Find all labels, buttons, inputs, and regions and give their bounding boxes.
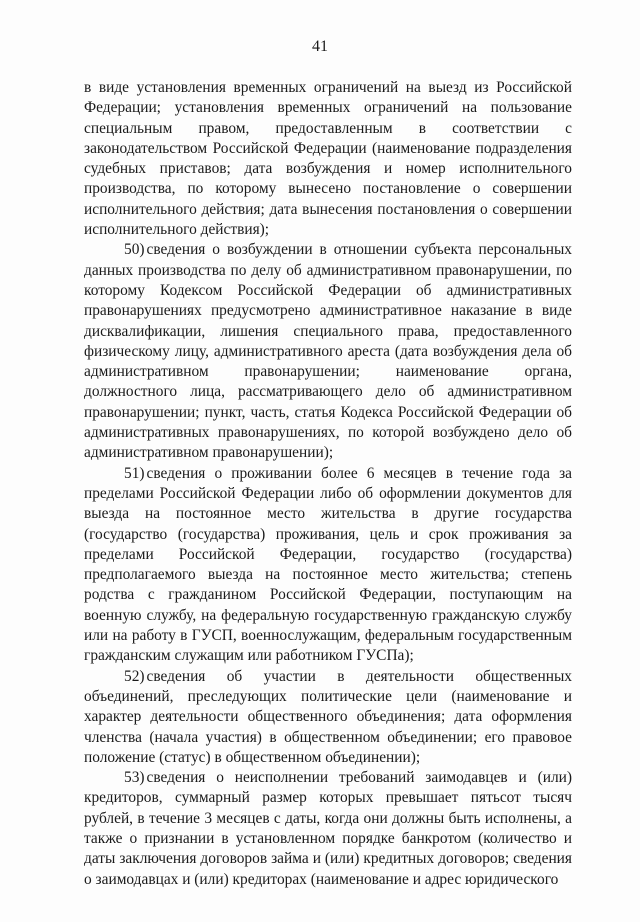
document-body — [84, 78, 572, 890]
paragraph-text: сведения о возбуждении в отношении субъекта персональных данных производства по делу об административном правонарушении, по которому Кодексом Российской Федерации об административных правонарушениях предусмотрено административное наказание в виде дисквалификации, лишения специального права, предоставленного физическому лицу, административного ареста (дата возбуждения дела об административном правонарушении; наименование органа, должностного лица, рассматривающего дело об административном правонарушении; пункт, часть, статья Кодекса Российской Федерации об административных правонарушениях, по которой возбуждено дело об административном правонарушении); — [84, 241, 572, 462]
paragraph-item-51 — [84, 464, 572, 667]
paragraph-text: в виде установления временных ограничений на выезд из Российской Федерации; установления временных ограничений на пользование специальным правом, предоставленным в соответствии с законодательством Российской Федерации (наименование подразделения судебных приставов; дата возбуждения и номер исполнительного производства, по которому вынесено постановление о совершении исполнительного действия; дата вынесения постановления о совершении исполнительного действия); — [84, 79, 572, 239]
paragraph-text: сведения об участии в деятельности общественных объединений, преследующих политические цели (наименование и характер деятельности общественного объединения; дата оформления членства (начала участия) в общественном объединении; его правовое положение (статус) в общественном объединении); — [84, 667, 572, 766]
item-number: 51) — [124, 464, 145, 482]
paragraph-item-50 — [84, 240, 572, 463]
paragraph-item-53 — [84, 768, 572, 890]
item-number: 50) — [124, 241, 145, 259]
paragraph-continuation — [84, 78, 572, 240]
item-number: 53) — [124, 769, 145, 787]
item-number: 52) — [124, 667, 145, 685]
paragraph-item-52 — [84, 667, 572, 768]
page-number: 41 — [312, 38, 328, 55]
paragraph-text: сведения о неисполнении требований заимодавцев и (или) кредиторов, суммарный размер которых превышает пятьсот тысяч рублей, в течение 3 месяцев с даты, когда они должны быть исполнены, а также о признании в установленном порядке банкротом (количество и даты заключения договоров займа и (или) кредитных договоров; сведения о заимодавцах и (или) кредиторах (наименование и адрес юридического — [84, 769, 572, 888]
paragraph-text: сведения о проживании более 6 месяцев в течение года за пределами Российской Федерации либо об оформлении документов для выезда на постоянное место жительства в другие государства (государство (государства) проживания, цель и срок проживания за пределами Российской Федерации, государство (государства) предполагаемого выезда на постоянное место жительства; степень родства с гражданином Российской Федерации, поступающим на военную службу, на федеральную государственную гражданскую службу или на работу в ГУСП, военнослужащим, федеральным государственным гражданским служащим или работником ГУСПа); — [84, 464, 572, 665]
